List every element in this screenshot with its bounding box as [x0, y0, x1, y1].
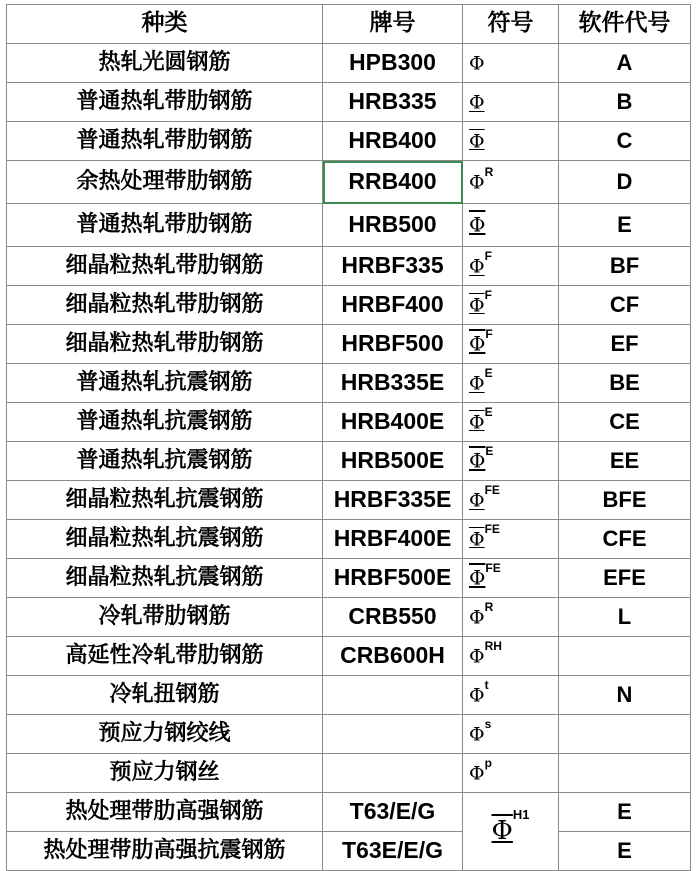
grade-cell[interactable]: HRB335E: [323, 364, 463, 403]
symbol-cell[interactable]: [463, 44, 559, 83]
software-code-cell[interactable]: A: [559, 44, 691, 83]
symbol-cell[interactable]: [463, 520, 559, 559]
symbol-superscript: F: [485, 326, 493, 341]
symbol-cell[interactable]: [463, 161, 559, 204]
table-row: [7, 122, 691, 161]
kind-cell[interactable]: 高延性冷轧带肋钢筋: [7, 637, 323, 676]
rebar-symbol-icon: Φ: [469, 645, 485, 668]
symbol-cell[interactable]: [463, 442, 559, 481]
rebar-symbol-icon: Φ: [469, 212, 486, 237]
table-row: [7, 481, 691, 520]
kind-cell[interactable]: 普通热轧带肋钢筋: [7, 83, 323, 122]
header-symbol[interactable]: 符号: [463, 5, 559, 44]
software-code-cell[interactable]: BFE: [559, 481, 691, 520]
symbol-cell[interactable]: [463, 122, 559, 161]
kind-cell[interactable]: 热轧光圆钢筋: [7, 44, 323, 83]
rebar-symbol-icon: Φ: [469, 723, 485, 746]
table-row: [7, 204, 691, 247]
kind-cell[interactable]: 热处理带肋高强抗震钢筋: [7, 832, 323, 871]
symbol-superscript: R: [484, 599, 494, 614]
software-code-cell[interactable]: CF: [559, 286, 691, 325]
grade-cell[interactable]: [323, 715, 463, 754]
rebar-symbol-icon: Φ: [469, 255, 485, 278]
table-row: [7, 520, 691, 559]
symbol-superscript: FE: [484, 482, 500, 497]
symbol-cell[interactable]: [463, 481, 559, 520]
symbol-superscript: H1: [512, 806, 530, 822]
kind-cell[interactable]: 预应力钢绞线: [7, 715, 323, 754]
table-row: [7, 364, 691, 403]
grade-cell[interactable]: RRB400: [323, 161, 463, 204]
symbol-cell[interactable]: [463, 286, 559, 325]
symbol-superscript: p: [484, 755, 492, 770]
symbol-cell[interactable]: [463, 83, 559, 122]
symbol-cell[interactable]: [463, 204, 559, 247]
software-code-cell[interactable]: [559, 715, 691, 754]
kind-cell[interactable]: 预应力钢丝: [7, 754, 323, 793]
table-row: [7, 598, 691, 637]
rebar-symbol-icon: Φ: [469, 52, 485, 75]
rebar-symbol-icon: Φ: [491, 816, 513, 847]
header-row: [7, 5, 691, 44]
symbol-cell[interactable]: [463, 676, 559, 715]
software-code-cell[interactable]: E: [559, 832, 691, 871]
rebar-symbol-icon: Φ: [469, 372, 485, 395]
symbol-superscript: FE: [484, 521, 500, 536]
kind-cell[interactable]: 细晶粒热轧抗震钢筋: [7, 520, 323, 559]
rebar-symbol-icon: Φ: [469, 411, 485, 434]
grade-cell[interactable]: CRB600H: [323, 637, 463, 676]
grade-cell[interactable]: HRBF400E: [323, 520, 463, 559]
rebar-symbol-icon: Φ: [469, 489, 485, 512]
software-code-cell[interactable]: CFE: [559, 520, 691, 559]
symbol-superscript: F: [484, 248, 492, 263]
kind-cell[interactable]: 余热处理带肋钢筋: [7, 161, 323, 204]
kind-cell[interactable]: 普通热轧带肋钢筋: [7, 204, 323, 247]
grade-cell[interactable]: T63E/E/G: [323, 832, 463, 871]
table-row: [7, 442, 691, 481]
header-kind[interactable]: 种类: [7, 5, 323, 44]
grade-cell[interactable]: HPB300: [323, 44, 463, 83]
rebar-symbol-icon: Φ: [469, 762, 485, 785]
symbol-cell[interactable]: [463, 754, 559, 793]
table-row: [7, 715, 691, 754]
header-grade[interactable]: 牌号: [323, 5, 463, 44]
software-code-cell[interactable]: B: [559, 83, 691, 122]
rebar-symbol-icon: Φ: [469, 684, 485, 707]
symbol-cell[interactable]: [463, 598, 559, 637]
grade-cell[interactable]: HRB500E: [323, 442, 463, 481]
grade-cell[interactable]: HRBF335E: [323, 481, 463, 520]
software-code-cell[interactable]: EFE: [559, 559, 691, 598]
software-code-cell[interactable]: BE: [559, 364, 691, 403]
symbol-superscript: E: [485, 443, 494, 458]
rebar-symbol-icon: Φ: [469, 528, 485, 551]
rebar-symbol-icon: Φ: [469, 565, 486, 590]
table-row: [7, 247, 691, 286]
symbol-superscript: F: [484, 287, 492, 302]
software-code-cell[interactable]: [559, 754, 691, 793]
symbol-superscript: R: [484, 164, 494, 179]
kind-cell[interactable]: 冷轧扭钢筋: [7, 676, 323, 715]
rebar-table: [6, 4, 691, 871]
table-row: [7, 403, 691, 442]
grade-cell[interactable]: HRBF400: [323, 286, 463, 325]
kind-cell[interactable]: 普通热轧抗震钢筋: [7, 442, 323, 481]
kind-cell[interactable]: 普通热轧抗震钢筋: [7, 364, 323, 403]
table-row: [7, 83, 691, 122]
grade-cell[interactable]: HRB335: [323, 83, 463, 122]
software-code-cell[interactable]: EE: [559, 442, 691, 481]
symbol-superscript: RH: [484, 638, 502, 653]
rebar-symbol-icon: Φ: [469, 606, 485, 629]
table-row: [7, 793, 691, 832]
grade-cell[interactable]: HRBF500E: [323, 559, 463, 598]
kind-cell[interactable]: 热处理带肋高强钢筋: [7, 793, 323, 832]
table-row: [7, 637, 691, 676]
grade-cell[interactable]: HRB500: [323, 204, 463, 247]
symbol-superscript: E: [484, 404, 493, 419]
symbol-superscript: t: [484, 677, 489, 692]
rebar-symbol-icon: Φ: [469, 294, 485, 317]
header-software-code[interactable]: 软件代号: [559, 5, 691, 44]
software-code-cell[interactable]: L: [559, 598, 691, 637]
grade-cell[interactable]: [323, 676, 463, 715]
table-row: [7, 286, 691, 325]
symbol-superscript: FE: [485, 560, 501, 575]
kind-cell[interactable]: 细晶粒热轧带肋钢筋: [7, 325, 323, 364]
software-code-cell[interactable]: D: [559, 161, 691, 204]
rebar-symbol-icon: Φ: [469, 91, 485, 114]
software-code-cell[interactable]: N: [559, 676, 691, 715]
table-row: [7, 161, 691, 204]
kind-cell[interactable]: 细晶粒热轧带肋钢筋: [7, 286, 323, 325]
symbol-cell[interactable]: [463, 403, 559, 442]
software-code-cell[interactable]: E: [559, 204, 691, 247]
symbol-cell[interactable]: [463, 637, 559, 676]
kind-cell[interactable]: 普通热轧抗震钢筋: [7, 403, 323, 442]
symbol-cell[interactable]: [463, 325, 559, 364]
table-row: [7, 676, 691, 715]
grade-cell[interactable]: HRBF500: [323, 325, 463, 364]
grade-cell[interactable]: [323, 754, 463, 793]
grade-cell[interactable]: CRB550: [323, 598, 463, 637]
kind-cell[interactable]: 细晶粒热轧抗震钢筋: [7, 481, 323, 520]
grade-cell[interactable]: HRB400E: [323, 403, 463, 442]
software-code-cell[interactable]: EF: [559, 325, 691, 364]
software-code-cell[interactable]: BF: [559, 247, 691, 286]
symbol-cell[interactable]: [463, 364, 559, 403]
rebar-symbol-icon: Φ: [469, 171, 485, 194]
kind-cell[interactable]: 冷轧带肋钢筋: [7, 598, 323, 637]
rebar-symbol-icon: Φ: [469, 331, 486, 356]
symbol-cell-merged[interactable]: [463, 793, 559, 871]
symbol-cell[interactable]: [463, 559, 559, 598]
kind-cell[interactable]: 细晶粒热轧抗震钢筋: [7, 559, 323, 598]
software-code-cell[interactable]: C: [559, 122, 691, 161]
table-row: [7, 832, 691, 871]
symbol-superscript: s: [484, 716, 492, 731]
grade-cell[interactable]: HRBF335: [323, 247, 463, 286]
symbol-superscript: E: [484, 365, 493, 380]
table-row: [7, 559, 691, 598]
table-row: [7, 44, 691, 83]
rebar-symbol-icon: Φ: [469, 130, 485, 153]
table-row: [7, 754, 691, 793]
software-code-cell[interactable]: CE: [559, 403, 691, 442]
symbol-cell[interactable]: [463, 715, 559, 754]
software-code-cell[interactable]: [559, 637, 691, 676]
grade-cell[interactable]: T63/E/G: [323, 793, 463, 832]
grade-cell[interactable]: HRB400: [323, 122, 463, 161]
software-code-cell[interactable]: E: [559, 793, 691, 832]
kind-cell[interactable]: 细晶粒热轧带肋钢筋: [7, 247, 323, 286]
rebar-symbol-icon: Φ: [469, 448, 486, 473]
symbol-cell[interactable]: [463, 247, 559, 286]
kind-cell[interactable]: 普通热轧带肋钢筋: [7, 122, 323, 161]
table-row: [7, 325, 691, 364]
